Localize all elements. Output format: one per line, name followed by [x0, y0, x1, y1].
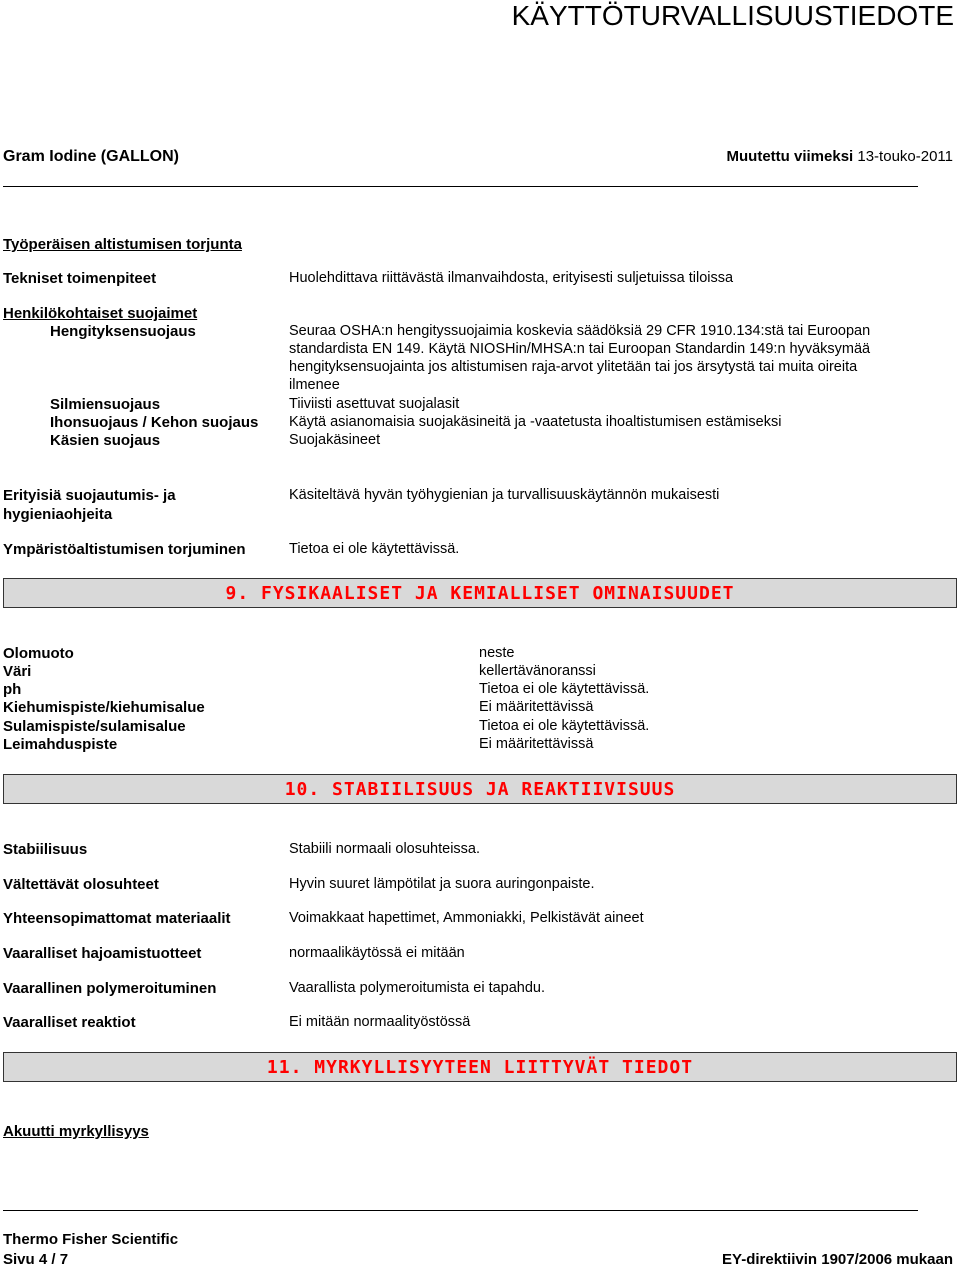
footer-company: Thermo Fisher Scientific: [3, 1231, 179, 1248]
stability-value: Stabiili normaali olosuhteissa.: [289, 841, 481, 857]
stability-value: Voimakkaat hapettimet, Ammoniakki, Pelkistävät aineet: [289, 910, 644, 926]
hygiene-value: Käsiteltävä hyvän työhygienian ja turvallisuuskäytännön mukaisesti: [289, 487, 720, 503]
eye-value: Tiiviisti asettuvat suojalasit: [289, 396, 460, 412]
stability-label: Vaarallinen polymeroituminen: [3, 980, 217, 997]
hand-label: Käsien suojaus: [50, 432, 161, 449]
respiratory-line-3: hengityksensuojainta jos altistumisen raja-arvot ylitetään tai jos ärsytystä tai muita oireita: [289, 359, 858, 375]
section-11-banner: 11. MYRKYLLISYYTEEN LIITTYVÄT TIEDOT: [3, 1052, 957, 1082]
skin-label: Ihonsuojaus / Kehon suojaus: [50, 414, 259, 431]
revision-info: [727, 148, 953, 165]
property-value: Tietoa ei ole käytettävissä.: [479, 718, 650, 734]
property-value: neste: [479, 645, 515, 661]
revised-date: 13-touko-2011: [857, 148, 953, 165]
property-value: Tietoa ei ole käytettävissä.: [479, 681, 650, 697]
property-label: Olomuoto: [3, 645, 74, 662]
stability-label: Vaaralliset reaktiot: [3, 1014, 136, 1031]
property-label: ph: [3, 681, 22, 698]
property-label: Leimahduspiste: [3, 736, 118, 753]
eye-label: Silmiensuojaus: [50, 396, 161, 413]
technical-label: Tekniset toimenpiteet: [3, 270, 157, 287]
ppe-label: Henkilökohtaiset suojaimet: [3, 305, 198, 322]
skin-value: Käytä asianomaisia suojakäsineitä ja -vaatetusta ihoaltistumisen estämiseksi: [289, 414, 782, 430]
stability-label: Vaaralliset hajoamistuotteet: [3, 945, 202, 962]
respiratory-line-4: ilmenee: [289, 377, 340, 393]
property-label: Kiehumispiste/kiehumisalue: [3, 699, 205, 716]
acute-toxicity-label: Akuutti myrkyllisyys: [3, 1123, 149, 1140]
hygiene-label-line-2: hygieniaohjeita: [3, 506, 113, 523]
section-9-banner: 9. FYSIKAALISET JA KEMIALLISET OMINAISUUDET: [3, 578, 957, 608]
stability-value: Ei mitään normaalityöstössä: [289, 1014, 471, 1030]
stability-value: normaalikäytössä ei mitään: [289, 945, 465, 961]
property-label: Väri: [3, 663, 32, 680]
stability-label: Stabiilisuus: [3, 841, 88, 858]
stability-value: Hyvin suuret lämpötilat ja suora auringonpaiste.: [289, 876, 595, 892]
exposure-heading: Työperäisen altistumisen torjunta: [3, 236, 242, 253]
property-value: Ei määritettävissä: [479, 736, 594, 752]
env-value: Tietoa ei ole käytettävissä.: [289, 541, 460, 557]
section-10-banner: 10. STABIILISUUS JA REAKTIIVISUUS: [3, 774, 957, 804]
stability-value: Vaarallista polymeroitumista ei tapahdu.: [289, 980, 546, 996]
stability-label: Yhteensopimattomat materiaalit: [3, 910, 231, 927]
respiratory-line-1: Seuraa OSHA:n hengityssuojaimia koskevia säädöksiä 29 CFR 1910.134:stä tai Euroopan: [289, 323, 871, 339]
stability-label: Vältettävät olosuhteet: [3, 876, 159, 893]
respiratory-label: Hengityksensuojaus: [50, 323, 196, 340]
env-label: Ympäristöaltistumisen torjuminen: [3, 541, 246, 558]
hand-value: Suojakäsineet: [289, 432, 381, 448]
footer-divider: [3, 1210, 918, 1211]
header-divider: [3, 186, 918, 187]
document-title: KÄYTTÖTURVALLISUUSTIEDOTE: [511, 0, 954, 31]
footer-page: Sivu 4 / 7: [3, 1251, 69, 1268]
hygiene-label-line-1: Erityisiä suojautumis- ja: [3, 487, 176, 504]
property-label: Sulamispiste/sulamisalue: [3, 718, 186, 735]
respiratory-line-2: standardista EN 149. Käytä NIOSHin/MHSA:n tai Euroopan Standardin 149:n hyväksymää: [289, 341, 871, 357]
property-value: kellertävänoranssi: [479, 663, 596, 679]
product-name: Gram Iodine (GALLON): [3, 148, 179, 165]
footer-directive: EY-direktiivin 1907/2006 mukaan: [722, 1251, 953, 1268]
revised-label: Muutettu viimeksi: [726, 148, 854, 165]
property-value: Ei määritettävissä: [479, 699, 594, 715]
technical-value: Huolehdittava riittävästä ilmanvaihdosta, erityisesti suljetuissa tiloissa: [289, 270, 734, 286]
